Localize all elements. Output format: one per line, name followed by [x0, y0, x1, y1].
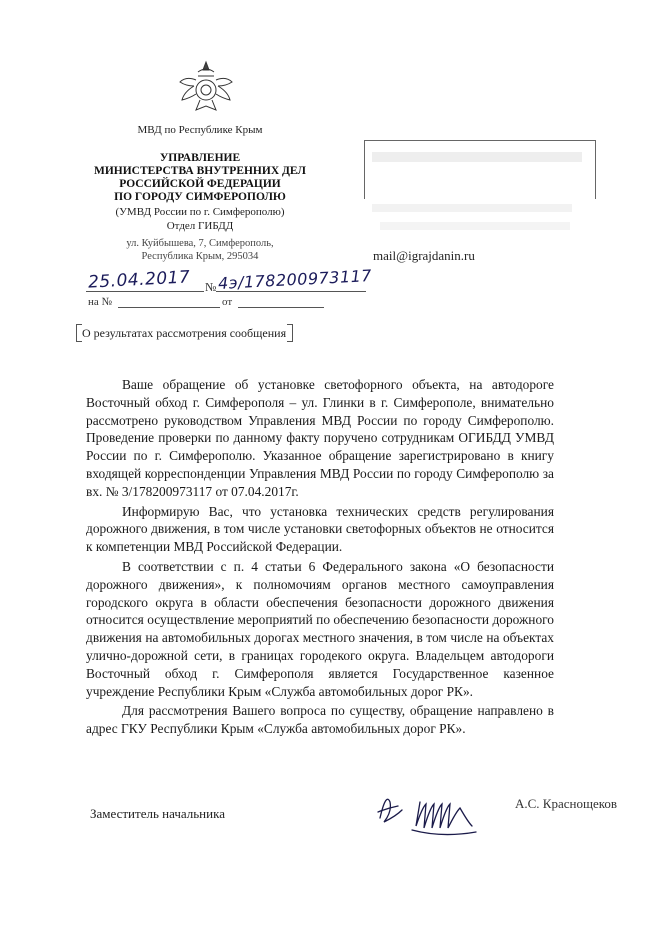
- address-line-2: Республика Крым, 295034: [141, 251, 259, 262]
- dept-line-3: РОССИЙСКОЙ ФЕДЕРАЦИИ: [119, 178, 281, 190]
- ref-number-underline: [118, 307, 220, 308]
- ref-date-underline: [238, 307, 324, 308]
- ref-date-label: от: [222, 296, 233, 308]
- letter-body: [86, 376, 554, 740]
- recipient-redacted: [372, 152, 582, 162]
- body-paragraph: Информирую Вас, что установка технических средств регулирования дорожного движения, в том числе установки светофорных объектов не относится к компетенции МВД Российской Федерации.: [86, 503, 554, 555]
- number-label: №: [205, 280, 217, 294]
- emblem-icon: [176, 56, 236, 116]
- dept-line-4: ПО ГОРОДУ СИМФЕРОПОЛЮ: [114, 191, 286, 203]
- handwritten-date: 25.04.2017: [87, 267, 191, 293]
- handwritten-signature: [372, 782, 482, 842]
- number-underline: [216, 291, 366, 292]
- division: Отдел ГИБДД: [166, 220, 234, 232]
- signer-role: Заместитель начальника: [90, 806, 225, 821]
- handwritten-number: 4э/178200973117: [217, 265, 373, 294]
- dept-line-2: МИНИСТЕРСТВА ВНУТРЕННИХ ДЕЛ: [93, 165, 307, 177]
- body-paragraph: Ваше обращение об установке светофорного объекта, на автодороге Восточный обход г. Симферополя – ул. Глинки в г. Симферополе, внимательно рассмотрено руководством Управления МВД России по городу Симферополю. Проведение проверки по данному факту поручено сотрудникам ОГИБДД УМВД России по г. Симферополю. Указанное обращение зарегистрировано в книгу входящей корреспонденции Управления МВД России по городу Симферополю за вх. № 3/178200973117 от 07.04.2017г.: [86, 377, 554, 499]
- dept-line-1: УПРАВЛЕНИЕ: [159, 152, 241, 164]
- ministry-short: МВД по Республике Крым: [137, 124, 263, 136]
- address-line-1: ул. Куйбышева, 7, Симферополь,: [126, 238, 274, 249]
- recipient-email: mail@igrajdanin.ru: [373, 248, 475, 263]
- ref-number-label: на №: [88, 296, 113, 308]
- date-underline: [86, 291, 204, 292]
- subject-line: О результатах рассмотрения сообщения: [78, 326, 290, 341]
- recipient-frame: [364, 140, 596, 199]
- body-paragraph: В соответствии с п. 4 статьи 6 Федерального закона «О безопасности дорожного движения», к полномочиям органов местного самоуправления городского округа в области обеспечения безопасности дорожного движения относится осуществление мероприятий по обеспечению безопасности дорожного движения на автомобильных дорогах местного значения, в том числе на объектах улично-дорожной сети, в границах городекого округа. Владельцем автодороги Восточный обход г. Симферополя является Государственное казенное учреждение Республики Крым «Служба автомобильных дорог РК».: [86, 558, 554, 699]
- dept-abbr: (УМВД России по г. Симферополю): [115, 206, 285, 218]
- body-paragraph: Для рассмотрения Вашего вопроса по существу, обращение направлено в адрес ГКУ Республики Крым «Служба автомобильных дорог РК».: [86, 703, 554, 737]
- recipient-redacted: [380, 222, 570, 230]
- signer-name: А.С. Краснощеков: [515, 796, 618, 811]
- recipient-redacted: [372, 204, 572, 212]
